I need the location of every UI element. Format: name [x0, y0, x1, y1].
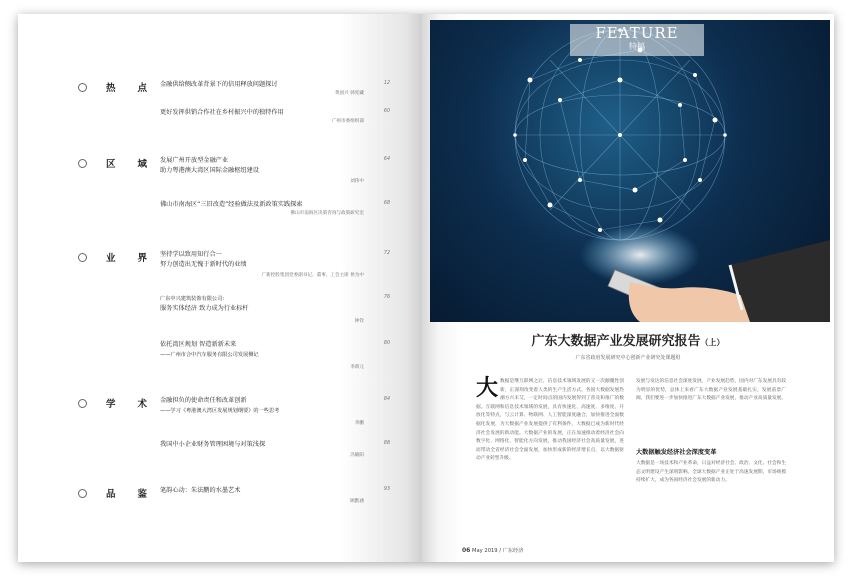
toc-entry-title: 我国中小企业财务管理困境与对策浅探: [160, 441, 266, 448]
article-body-text: 发展与发达的信息社会深度发展，产业发展趋势，国内对广东发展具有较为明显的优势，总体上来看广东大数据产业发展基础扎实，发展前景广阔，我们要进一步加快推进广东大数据产业发展，推动产业高质量发展。: [636, 379, 787, 402]
toc-entry-page: 68: [383, 201, 390, 206]
article-column-2-cont: [636, 460, 786, 486]
toc-entry[interactable]: [160, 200, 390, 216]
toc-category: 学术: [106, 399, 170, 410]
article-subheading: 大数据触发经济社会深度变革: [636, 449, 717, 456]
toc-entry-author: 黄国兴 韩宪藏: [334, 91, 364, 96]
toc-entry-author: 刘伟中: [350, 179, 364, 184]
article-body-text: 大数据是一场技术和产业革命，日益对经济社会、政治、文化、社会和生态文明建设产生深刻影响。全球大数据产业正处于高速发展期，市场规模持续扩大，成为各国经济社会发展的新动力。: [636, 461, 787, 484]
drop-cap: 大: [476, 375, 499, 401]
article-title-suffix: （上）: [700, 337, 725, 347]
toc-entry[interactable]: [160, 396, 390, 426]
toc-entry-title: 笔韵心动：朱法鹏的水墨艺术: [160, 487, 241, 494]
circle-bullet-icon: [78, 399, 87, 408]
article-title-text: 广东大数据产业发展研究报告: [531, 334, 701, 349]
article-column-1: [476, 375, 624, 464]
toc-entry-title-line2: 服务实体经济 致力成为行业标杆: [160, 305, 249, 312]
toc-entry[interactable]: [160, 340, 390, 370]
toc-entry-author: 广州市委组织部: [331, 119, 364, 124]
toc-entry-author: 李荫元: [350, 365, 364, 370]
feature-page: [422, 14, 834, 562]
page-number: 06: [462, 547, 471, 554]
toc-entry[interactable]: [160, 250, 390, 278]
circle-bullet-icon: [78, 253, 87, 262]
toc-entry-title: 广东中兴建筑装饰有限公司：: [160, 296, 228, 302]
article-body-text: 数据是继互联网之后，信息技术领域发展的又一次颠覆性创新，正深刻改变着人类的生产生活方式。各国大数据发展热潮方兴未艾，一定时间点的国内发展得到了普及和推广的数据。互联网和信息技术领域的发展，具有快速化、高速度、多维度、开放化等特点，与云计算、物联网、人工智能深度融合，加快推进全面数据化发展，为大数据产业发展提供了有利条件，大数据已成为新时代经济社会发展的新动能。大数据产业的发展，正在加速推动着经济社会向数字化、网络化、智能化方向发展，推动我国经济社会高质量发展，进而带动全省经济社会全面发展，加快形成新的经济增长点，以大数据驱动产业转型升级。: [476, 379, 624, 462]
article-byline: 广东省政府发展研究中心创新产业研究处课题组: [575, 355, 681, 361]
circle-bullet-icon: [78, 83, 87, 92]
toc-entry-title: 金融供给侧改革背景下的信用释放问题探讨: [160, 81, 278, 88]
toc-entry-title: 佛山市南海区“三旧改造”经验做法及新政策实践探索: [160, 201, 303, 208]
banner-english: FEATURE: [595, 24, 679, 42]
toc-entry[interactable]: [160, 486, 390, 504]
toc-entry-author: 顾默涵: [350, 499, 364, 504]
toc-entry-page: 84: [383, 397, 390, 402]
toc-entry-title-line2: ——学习《粤港澳大湾区发展规划纲要》的一些思考: [160, 408, 280, 414]
toc-entry-author: 佛山市南海区决策咨询与政策研究室: [290, 211, 364, 216]
toc-entry[interactable]: [160, 108, 390, 124]
feature-banner: [570, 24, 704, 56]
issue-label: May 2019 / 广东经济: [472, 548, 524, 554]
toc-entry-title: 金融担负的使命责任和改革创新: [160, 397, 247, 404]
hero-image: [430, 20, 830, 322]
toc-entry-author: 广新控股集团党委副书记、董事、工会主席 侯为中: [261, 273, 364, 278]
circle-bullet-icon: [78, 489, 87, 498]
toc-entry-title: 依托湾区规划 智造新新未来: [160, 341, 237, 348]
toc-entry-title-line2: 努力创造出无愧于新时代的业绩: [160, 261, 247, 268]
toc-entry[interactable]: [160, 440, 390, 458]
toc-category: 热点: [106, 83, 170, 94]
toc-category: 业界: [106, 253, 170, 264]
toc-entry[interactable]: [160, 80, 390, 96]
banner-chinese: 特稿: [629, 42, 645, 51]
toc-entry-page: 76: [383, 295, 390, 300]
data-globe-illustration: [430, 20, 830, 322]
article-column-2: [636, 378, 786, 404]
toc-entry-title: 坚持学以致用知行合一: [160, 251, 222, 258]
article-title: [422, 330, 834, 349]
toc-category: 区域: [106, 159, 170, 170]
toc-entry-page: 88: [383, 441, 390, 446]
toc-entry-page: 80: [383, 341, 390, 346]
toc-page: [18, 14, 422, 562]
toc-entry-page: 72: [383, 251, 390, 256]
page-footer: [462, 547, 523, 554]
toc-entry-page: 12: [383, 81, 390, 86]
toc-entry-title: 更好发挥供销合作社在乡村振兴中的独特作用: [160, 109, 284, 116]
toc-entry-author: 冯敏阳: [350, 453, 364, 458]
toc-entry-page: 60: [383, 109, 390, 114]
circle-bullet-icon: [78, 159, 87, 168]
toc-entry[interactable]: [160, 156, 390, 184]
toc-entry-title: 发展广州开放型金融产业: [160, 157, 229, 164]
toc-category: 品鉴: [106, 489, 170, 500]
toc-entry-title-line2: 助力粤港澳大湾区国际金融枢纽建设: [160, 167, 259, 174]
toc-entry-page: 93: [383, 487, 390, 492]
toc-entry-author: 李鹏: [354, 421, 364, 426]
toc-entry-title-line2: ——广州市合中汽车服务有限公司发展侧记: [160, 352, 259, 358]
toc-entry[interactable]: [160, 294, 390, 324]
toc-entry-author: 钟铨: [354, 319, 364, 324]
toc-entry-page: 64: [383, 157, 390, 162]
